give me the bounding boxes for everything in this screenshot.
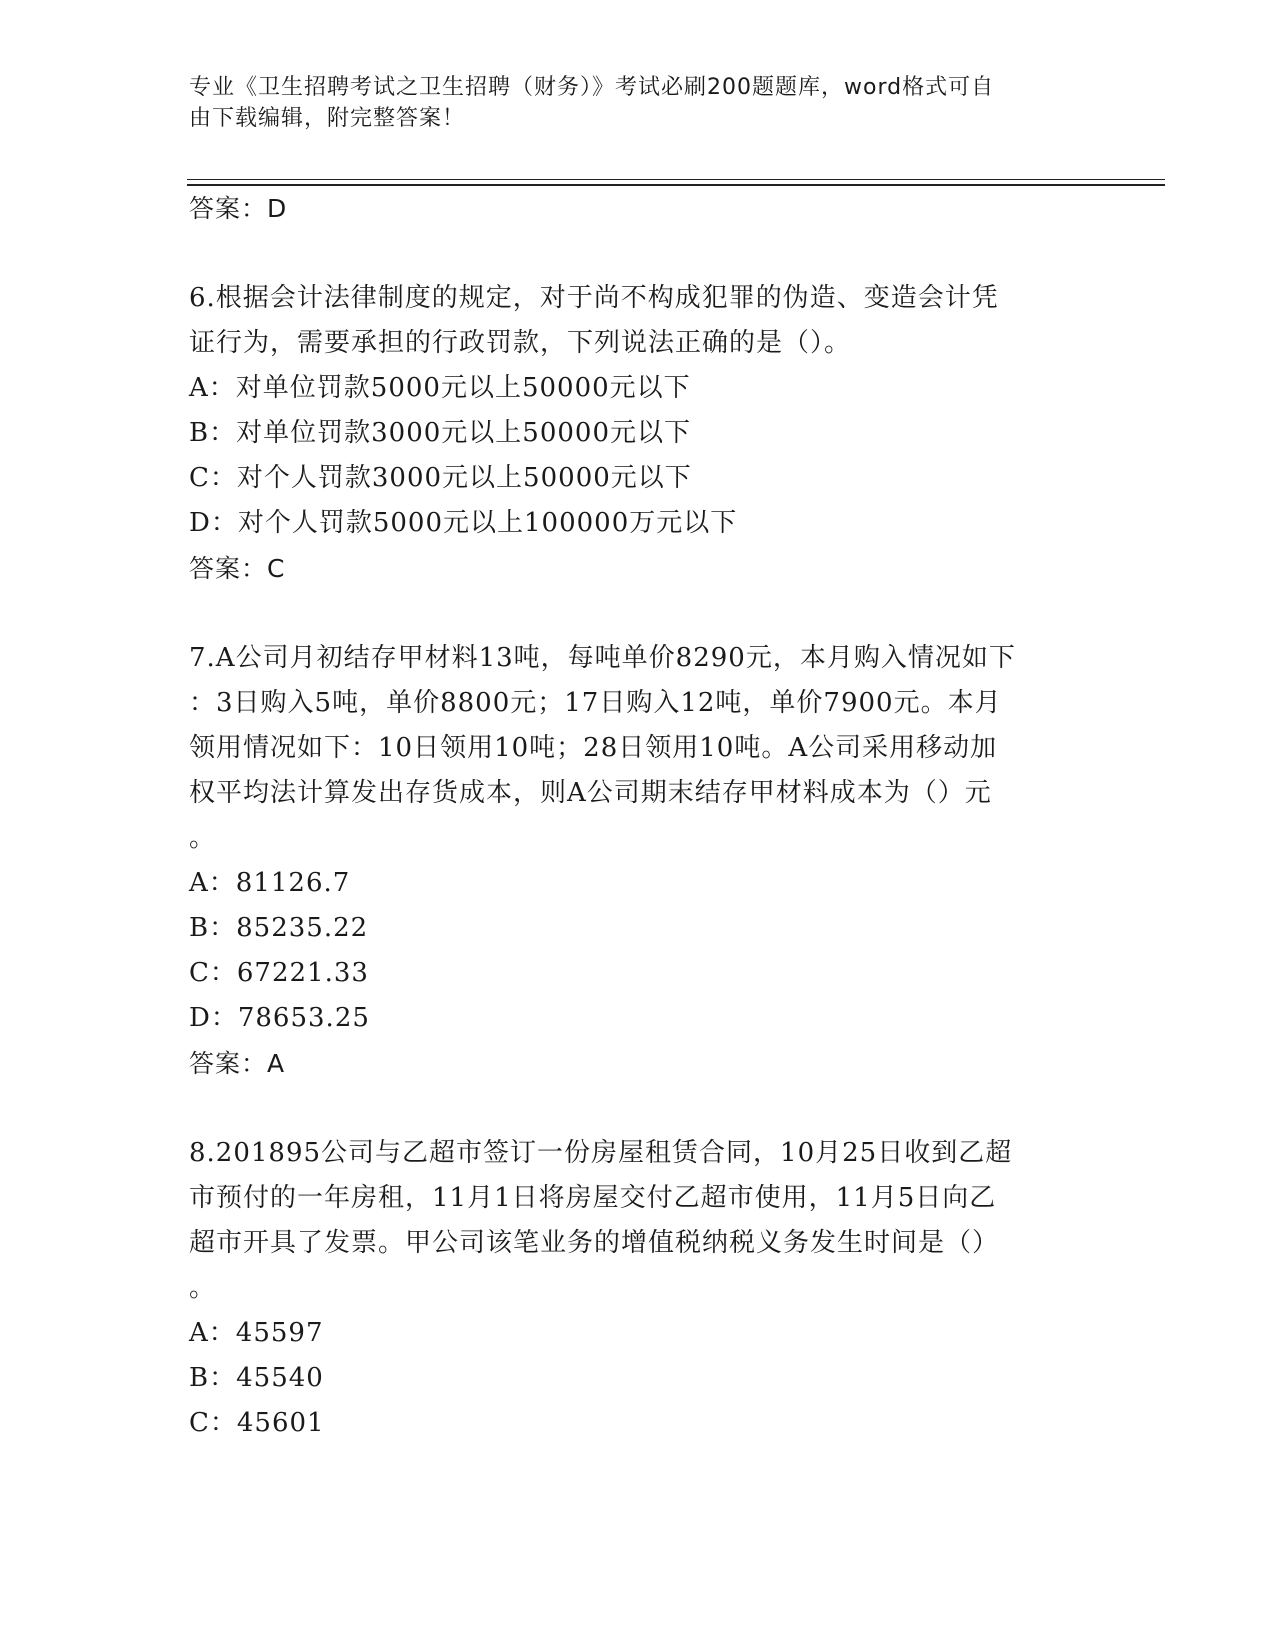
- option-d: D：78653.25: [189, 1003, 370, 1033]
- option-c: C：对个人罚款3000元以上50000元以下: [189, 463, 692, 493]
- header-divider: [187, 179, 1165, 180]
- question-stem-line: 8.201895公司与乙超市签订一份房屋租赁合同，10月25日收到乙超: [189, 1138, 1013, 1168]
- question-stem-line: 权平均法计算发出存货成本，则A公司期末结存甲材料成本为（）元: [189, 778, 992, 808]
- option-c: C：67221.33: [189, 958, 369, 988]
- question-7: [189, 636, 1089, 1086]
- question-stem-line: 。: [189, 1273, 217, 1303]
- question-stem-line: 。: [189, 823, 217, 853]
- question-8: [189, 1131, 1089, 1446]
- question-6: [189, 276, 1089, 591]
- answer: 答案：C: [189, 554, 286, 583]
- question-stem-line: 7.A公司月初结存甲材料13吨，每吨单价8290元，本月购入情况如下: [189, 643, 1016, 673]
- option-c: C：45601: [189, 1408, 325, 1438]
- question-stem-line: 证行为，需要承担的行政罚款，下列说法正确的是（）。: [189, 328, 852, 358]
- question-stem-line: 市预付的一年房租，11月1日将房屋交付乙超市使用，11月5日向乙: [189, 1183, 997, 1213]
- option-a: A：对单位罚款5000元以上50000元以下: [189, 373, 691, 403]
- option-b: B：对单位罚款3000元以上50000元以下: [189, 418, 691, 448]
- document-body: [189, 186, 1089, 1446]
- question-stem-line: 领用情况如下：10日领用10吨；28日领用10吨。A公司采用移动加: [189, 733, 998, 763]
- option-a: A：81126.7: [189, 868, 351, 898]
- option-d: D：对个人罚款5000元以上100000万元以下: [189, 508, 738, 538]
- answer: 答案：A: [189, 1049, 286, 1078]
- option-a: A：45597: [189, 1318, 324, 1348]
- option-b: B：45540: [189, 1363, 324, 1393]
- document-header: [189, 72, 1069, 134]
- question-stem-line: ：3日购入5吨，单价8800元；17日购入12吨，单价7900元。本月: [189, 688, 1002, 718]
- option-b: B：85235.22: [189, 913, 369, 943]
- question-stem-line: 6.根据会计法律制度的规定，对于尚不构成犯罪的伪造、变造会计凭: [189, 283, 999, 313]
- question-stem-line: 超市开具了发票。甲公司该笔业务的增值税纳税义务发生时间是（）: [189, 1228, 1000, 1258]
- header-line-1: 专业《卫生招聘考试之卫生招聘（财务）》考试必刷200题题库，word格式可自: [189, 75, 995, 100]
- header-line-2: 由下载编辑，附完整答案！: [189, 106, 466, 131]
- answer-previous: 答案：D: [189, 194, 288, 223]
